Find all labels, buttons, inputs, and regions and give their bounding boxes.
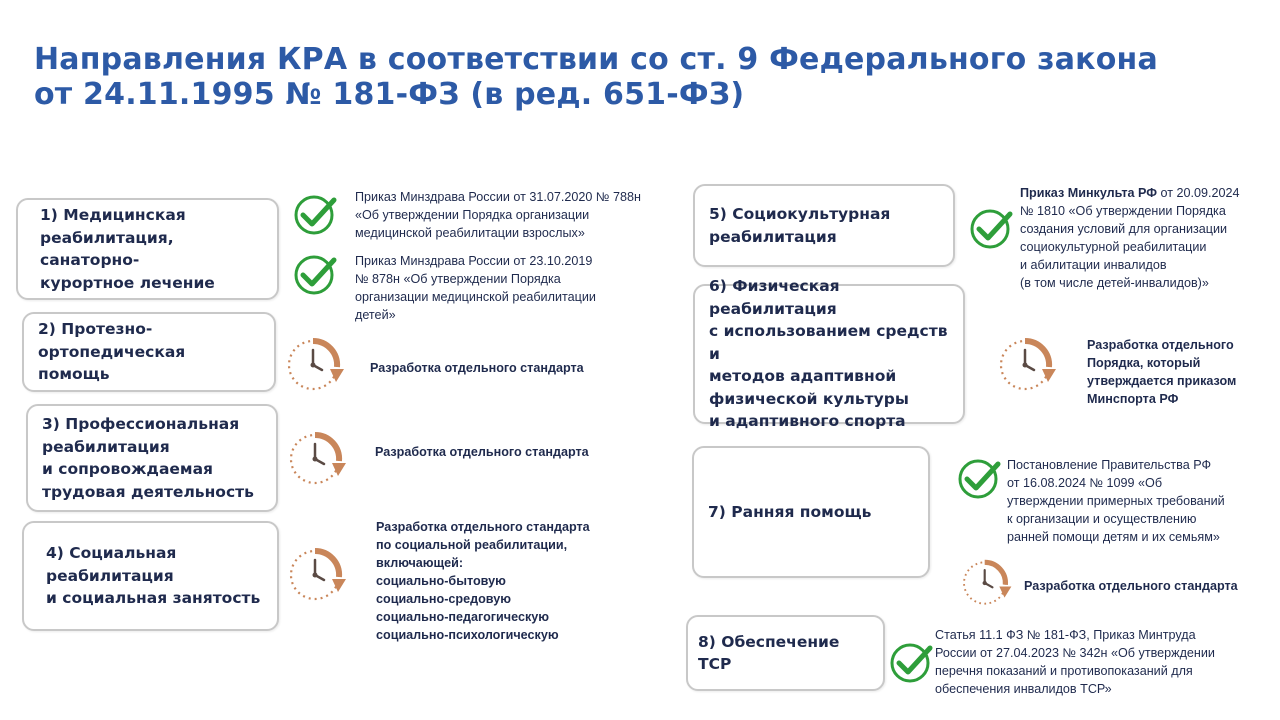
clock-icon [958,556,1020,610]
direction-physical [693,277,965,431]
note-prosthetic [370,359,584,377]
clock-icon [284,544,356,606]
note-line: Порядка, который [1087,356,1201,370]
direction-line: 7) Ранняя помощь [708,502,872,521]
note-line: социально-педагогическую [376,610,550,624]
direction-line: и сопровождаемая [42,460,213,478]
note-bold-part: Приказ Минкульта РФ [1020,186,1157,200]
direction-line: 1) Медицинская [40,206,186,224]
clock-icon [284,428,356,490]
note-line: социокультурной реабилитации [1020,240,1207,254]
note-tsr [935,626,1215,698]
title-line-2: от 24.11.1995 № 181-ФЗ (в ред. 651-ФЗ) [34,77,745,112]
direction-line: курортное лечение [40,273,215,292]
note-line: перечня показаний и противопоказаний для [935,664,1193,678]
note-line: социально-психологическую [376,628,559,642]
note-professional [375,443,589,461]
note-sociocultural [1020,184,1240,292]
note-line: ранней помощи детям и их семьям» [1007,530,1220,544]
note-social [376,518,590,644]
note-rest-part: от 20.09.2024 [1156,186,1240,200]
note-line: утверждается приказом [1087,374,1237,388]
check-icon [888,640,934,686]
note-line: Минспорта РФ [1087,392,1179,406]
note-line: социально-бытовую [376,574,506,588]
note-line: «Об утверждении Порядка организации [355,208,590,222]
direction-line: 2) Протезно- [38,320,153,339]
note-line: включающей: [376,556,464,570]
note-line: Постановление Правительства РФ [1007,458,1212,472]
note-line: России от 27.04.2023 № 342н «Об утверждении [935,646,1215,660]
note-line: Разработка отдельного стандарта [376,520,590,534]
note-line: Приказ Минздрава России от 31.07.2020 № 788н [355,190,641,204]
direction-line: 4) Социальная [46,544,177,563]
note-medical-adults [355,188,641,242]
direction-early-help [692,446,930,578]
direction-line: 6) Физическая реабилитация [709,277,840,318]
note-line: обеспечения инвалидов ТСР» [935,682,1112,696]
note-line: № 878н «Об утверждении Порядка [355,272,561,286]
title-line-1: Направления КРА в соответствии со ст. 9 Федерального закона [34,42,1158,77]
note-early-standard [1024,577,1238,595]
direction-line: 3) Профессиональная [42,415,240,433]
check-icon [292,192,338,238]
direction-line: реабилитация [46,566,174,585]
note-line: медицинской реабилитации взрослых» [355,226,585,240]
direction-sociocultural [693,184,955,267]
note-line: утверждении примерных требований [1007,494,1225,508]
note-line: Приказ Минздрава России от 23.10.2019 [355,254,593,268]
note-line: Разработка отдельного стандарта [370,361,584,375]
note-line: (в том числе детей-инвалидов)» [1020,276,1209,290]
direction-line: методов адаптивной [709,367,897,386]
direction-line: трудовая деятельность [42,482,254,501]
clock-icon [282,334,354,396]
check-icon [956,456,1002,502]
note-line: детей» [355,308,396,322]
note-line: создания условий для организации [1020,222,1228,236]
direction-professional [26,404,278,512]
note-line: по социальной реабилитации, [376,538,568,552]
note-line: Разработка отдельного стандарта [375,445,589,459]
direction-line: 5) Социокультурная [709,205,891,223]
direction-medical [16,198,279,300]
check-icon [292,252,338,298]
check-icon [968,206,1014,252]
note-line: Разработка отдельного стандарта [1024,579,1238,593]
direction-social [22,521,279,631]
direction-line: 8) Обеспечение ТСР [698,632,840,673]
note-line: и абилитации инвалидов [1020,258,1167,272]
note-line: социально-средовую [376,592,511,606]
note-line: организации медицинской реабилитации [355,290,596,304]
direction-line: реабилитация [709,227,837,246]
direction-line: реабилитация, санаторно- [40,228,174,269]
note-medical-children [355,252,596,324]
note-line: № 1810 «Об утверждении Порядка [1020,204,1226,218]
note-early-help [1007,456,1225,546]
direction-line: ортопедическая помощь [38,342,186,384]
note-line: от 16.08.2024 № 1099 «Об [1007,476,1163,490]
direction-prosthetic [22,312,276,392]
note-line: Статья 11.1 ФЗ № 181-ФЗ, Приказ Минтруда [935,628,1196,642]
page-title [34,42,1254,112]
note-line: к организации и осуществлению [1007,512,1197,526]
direction-line: с использованием средств и [709,322,948,363]
direction-line: и адаптивного спорта [709,412,906,431]
direction-line: и социальная занятость [46,589,261,608]
note-line: Разработка отдельного [1087,338,1234,352]
direction-line: физической культуры [709,389,909,408]
note-sport [1087,336,1236,408]
direction-line: реабилитация [42,437,170,456]
note-line [1020,184,1240,202]
clock-icon [994,334,1066,396]
direction-tsr [686,615,885,691]
